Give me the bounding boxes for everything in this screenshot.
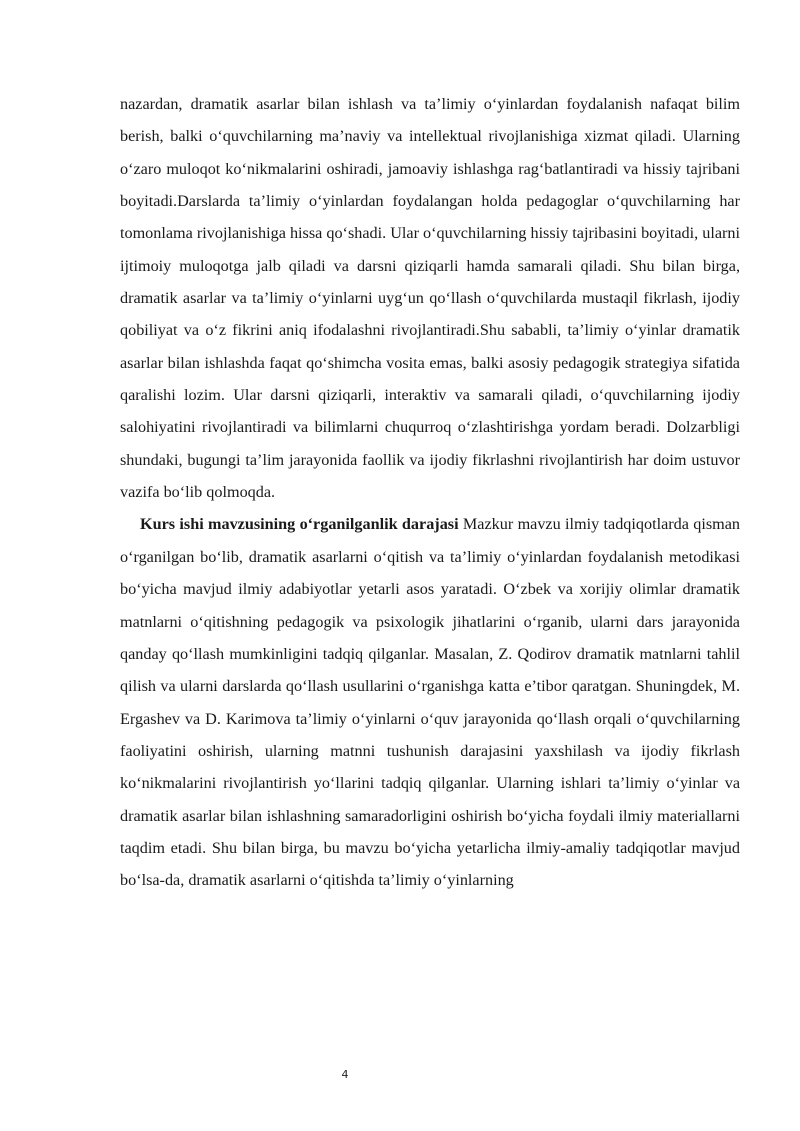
paragraph-research-level [120,508,740,896]
document-body [120,88,740,897]
paragraph-actuality: nazardan, dramatik asarlar bilan ishlash va ta’limiy o‘yinlardan foydalanish nafaqat bilim berish, balki o‘quvchilarning ma’naviy va intellektual rivojlanishiga xizmat qiladi. Ularning o‘zaro muloqot ko‘nikmalarini oshiradi, jamoaviy ishlashga rag‘batlantiradi va hissiy tajribani boyitadi.Darslarda ta’limiy o‘yinlardan foydalangan holda pedagoglar o‘quvchilarning har tomonlama rivojlanishiga hissa qo‘shadi. Ular o‘quvchilarning hissiy tajribasini boyitadi, ularni ijtimoiy muloqotga jalb qiladi va darsni qiziqarli hamda samarali qiladi. Shu bilan birga, dramatik asarlar va ta’limiy o‘yinlarni uyg‘un qo‘llash o‘quvchilarda mustaqil fikrlash, ijodiy qobiliyat va o‘z fikrini aniq ifodalashni rivojlantiradi.Shu sababli, ta’limiy o‘yinlar dramatik asarlar bilan ishlashda faqat qo‘shimcha vosita emas, balki asosiy pedagogik strategiya sifatida qaralishi lozim. Ular darsni qiziqarli, interaktiv va samarali qiladi, o‘quvchilarning ijodiy salohiyatini rivojlantiradi va bilimlarni chuqurroq o‘zlashtirishga yordam beradi. Dolzarbligi shundaki, bugungi ta’lim jarayonida faollik va ijodiy fikrlashni rivojlantirish har doim ustuvor vazifa bo‘lib qolmoqda. [120,95,740,502]
paragraph-research-level-text: Mazkur mavzu ilmiy tadqiqotlarda qisman o‘rganilgan bo‘lib, dramatik asarlarni o‘qitish va ta’limiy o‘yinlardan foydalanish metodikasi bo‘yicha mavjud ilmiy adabiyotlar yetarli asos yaratadi. O‘zbek va xorijiy olimlar dramatik matnlarni o‘qitishning pedagogik va psixologik jihatlarini o‘rganib, ularni dars jarayonida qanday qo‘llash mumkinligini tadqiq qilganlar. Masalan, Z. Qodirov dramatik matnlarni tahlil qilish va ularni darslarda qo‘llash usullarini o‘rganishga katta e’tibor qaratgan. Shuningdek, M. Ergashev va D. Karimova ta’limiy o‘yinlarni o‘quv jarayonida qo‘llash orqali o‘quvchilarning faoliyatini oshirish, ularning matnni tushunish darajasini yaxshilash va ijodiy fikrlash ko‘nikmalarini rivojlantirish yo‘llarini tadqiq qilganlar. Ularning ishlari ta’limiy o‘yinlar va dramatik asarlar bilan ishlashning samaradorligini oshirish bo‘yicha foydali ilmiy materiallarni taqdim etadi. Shu bilan birga, bu mavzu bo‘yicha yetarlicha ilmiy-amaliy tadqiqotlar mavjud bo‘lsa-da, dramatik asarlarni o‘qitishda ta’limiy o‘yinlarning [120,515,740,890]
page-number: 4 [341,1068,349,1081]
inline-heading: Kurs ishi mavzusining o‘rganilganlik darajasi [140,515,459,534]
